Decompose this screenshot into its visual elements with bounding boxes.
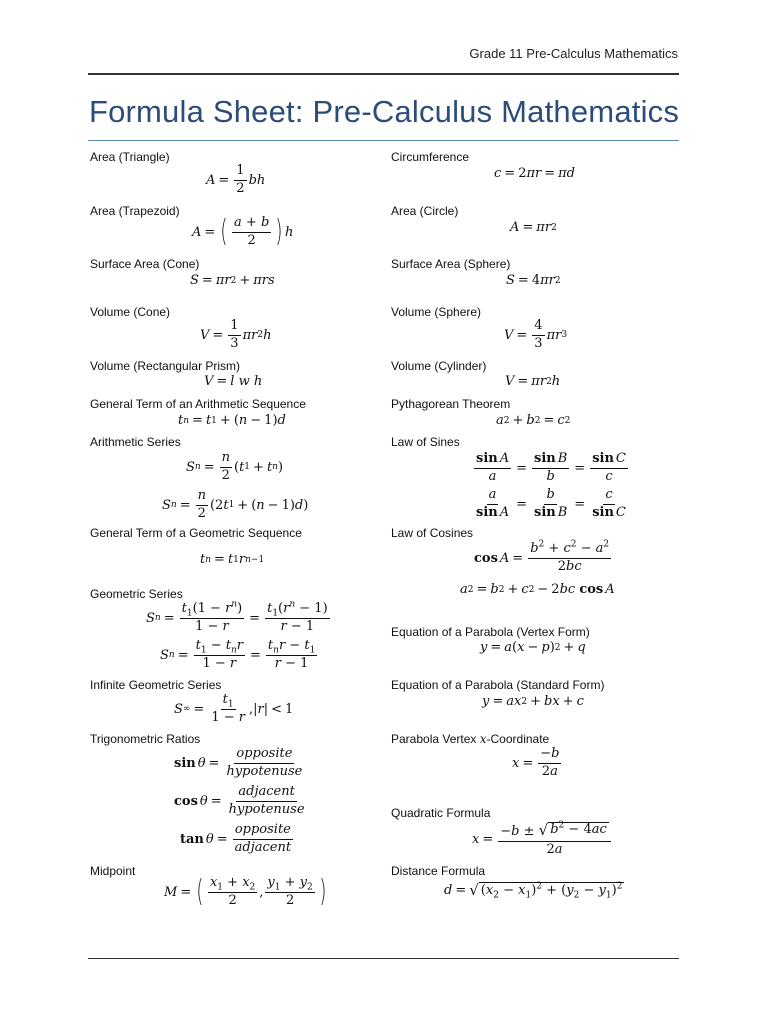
label-surface-cone: Surface Area (Cone) xyxy=(90,257,200,271)
formula-geo-series-2: S n = $\frac{t_1 - t_nr}{1 - r}$ = $\frac{t_nr - t_1}{r - 1}$ xyxy=(160,638,316,671)
label-quadratic: Quadratic Formula xyxy=(391,806,491,820)
formula-trig-cos: cos θ = $\frac{\text{adjacent}}{\text{hypotenuse}}$ xyxy=(174,784,305,817)
title-rule xyxy=(88,140,679,141)
label-infinite-geo: Infinite Geometric Series xyxy=(90,678,222,692)
formula-volume-cylinder: V = πr 2 h xyxy=(505,374,561,389)
label-area-trapezoid: Area (Trapezoid) xyxy=(90,204,180,218)
formula-volume-sphere: V = $\frac{4}{3}$ πr 3 xyxy=(504,318,568,351)
label-midpoint: Midpoint xyxy=(90,864,136,878)
label-pythagorean: Pythagorean Theorem xyxy=(391,397,511,411)
label-arith-series: Arithmetic Series xyxy=(90,435,181,449)
label-area-triangle: Area (Triangle) xyxy=(90,150,170,164)
page-title: Formula Sheet: Pre-Calculus Mathematics xyxy=(88,94,680,129)
formula-circumference: c = 2 πr = πd xyxy=(494,166,576,181)
label-vertex-x-prefix: Parabola Vertex xyxy=(391,732,480,746)
label-volume-sphere: Volume (Sphere) xyxy=(391,305,482,319)
formula-area-circle: A = πr 2 xyxy=(510,220,557,235)
formula-arith-series-2: S n = $\frac{n}{2}$ (2 t 1 + ( n − 1) d ) xyxy=(162,488,309,521)
formula-trig-sin: sin θ = $\frac{\text{opposite}}{\text{hypotenuse}}$ xyxy=(174,746,303,779)
formula-arith-term: t n = t 1 + ( n − 1) d xyxy=(178,413,286,428)
formula-infinite-geo: S ∞ = $\frac{t_1}{1 - r}$ ,| r | < 1 xyxy=(174,692,294,725)
formula-parabola-standard: y = ax 2 + bx + c xyxy=(482,694,584,709)
formula-law-cosines-2: a 2 = b 2 + c 2 − 2 bc cos A xyxy=(460,582,615,597)
label-trig: Trigonometric Ratios xyxy=(90,732,201,746)
label-parabola-standard: Equation of a Parabola (Standard Form) xyxy=(391,678,605,692)
label-geo-term: General Term of a Geometric Sequence xyxy=(90,526,302,540)
formula-trig-tan: tan θ = $\frac{\text{opposite}}{\text{adjacent}}$ xyxy=(180,822,292,855)
label-vertex-x-suffix: -Coordinate xyxy=(486,732,550,746)
formula-area-triangle: A = $\frac{1}{2}$ bh xyxy=(206,163,266,196)
formula-surface-sphere: S = 4 πr 2 xyxy=(506,273,561,288)
label-volume-prism: Volume (Rectangular Prism) xyxy=(90,359,241,373)
label-geo-series: Geometric Series xyxy=(90,587,183,601)
formula-law-cosines-1: cos A = $\frac{b^2 + c^2 - a^2}{2bc}$ xyxy=(474,539,610,574)
label-law-cosines: Law of Cosines xyxy=(391,526,474,540)
formula-arith-series-1: S n = $\frac{n}{2}$ ( t 1 + t n ) xyxy=(186,450,284,483)
label-volume-cylinder: Volume (Cylinder) xyxy=(391,359,487,373)
label-vertex-x-var: x xyxy=(479,732,487,746)
formula-volume-cone: V = $\frac{1}{3}$ πr 2 h xyxy=(200,318,272,351)
formula-vertex-x: x = $\frac{-b}{2a}$ xyxy=(512,746,560,779)
formula-parabola-vertex: y = a ( x − p ) 2 + q xyxy=(480,640,586,655)
label-area-circle: Area (Circle) xyxy=(391,204,459,218)
formula-midpoint: M = ( $\frac{x_1 + x_2}{2}$ , $\frac{y_1 + y_2}{2}$ ) xyxy=(164,874,327,910)
label-distance: Distance Formula xyxy=(391,864,486,878)
header-rule xyxy=(88,73,679,75)
formula-distance: d = √ $(x_2 - x_1)^2 + (y_2 - y_1)^2$ xyxy=(444,881,623,901)
formula-law-sines-1: $\frac{\text{sin A}}{a}$ = $\frac{\text{sin B}}{b}$ = $\frac{\text{sin C}}{c}$ xyxy=(476,451,626,484)
header-subject: Grade 11 Pre-Calculus Mathematics xyxy=(469,46,678,61)
formula-surface-cone: S = πr 2 + πrs xyxy=(190,273,275,288)
formula-area-trapezoid: A = ( $\frac{a + b}{2}$ ) h xyxy=(192,214,294,250)
label-parabola-vertex: Equation of a Parabola (Vertex Form) xyxy=(391,625,590,639)
label-vertex-x xyxy=(391,732,549,746)
formula-quadratic: x = −b ± √ $b^2 - 4ac$ 2a xyxy=(472,822,613,858)
label-surface-sphere: Surface Area (Sphere) xyxy=(391,257,511,271)
footer-rule xyxy=(88,958,679,959)
formula-geo-term: t n = t 1 r n−1 xyxy=(200,552,265,567)
label-volume-cone: Volume (Cone) xyxy=(90,305,171,319)
label-law-sines: Law of Sines xyxy=(391,435,460,449)
formula-volume-prism: V = l w h xyxy=(204,374,263,389)
formula-geo-series-1: S n = $\frac{t_1(1 - r^n)}{1 - r}$ = $\frac{t_1(r^n - 1)}{r - 1}$ xyxy=(146,599,328,634)
formula-pythagorean: a 2 + b 2 = c 2 xyxy=(496,413,571,428)
formula-law-sines-2: $\frac{a}{\text{sin A}}$ = $\frac{b}{\text{sin B}}$ = $\frac{c}{\text{sin C}}$ xyxy=(476,487,626,520)
label-arith-term: General Term of an Arithmetic Sequence xyxy=(90,397,306,411)
label-circumference: Circumference xyxy=(391,150,470,164)
